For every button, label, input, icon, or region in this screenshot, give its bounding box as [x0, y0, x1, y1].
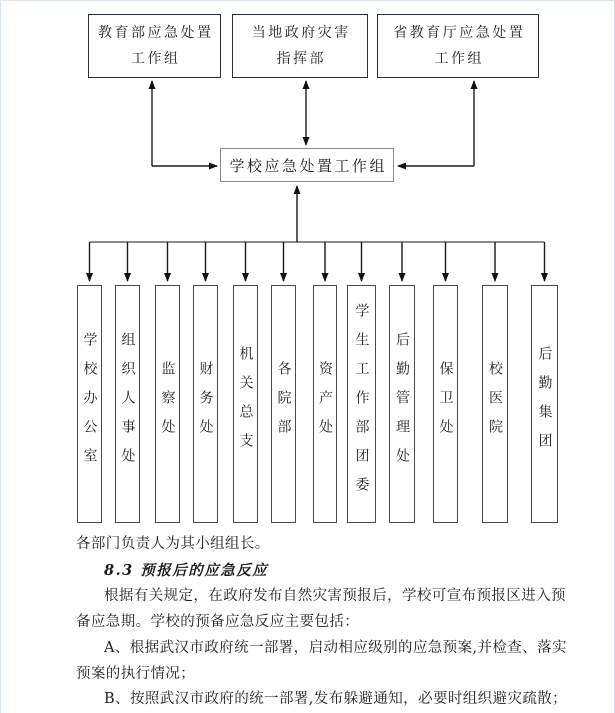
- dept-label: 机关总支: [237, 346, 254, 462]
- dept-box-colleges: [271, 285, 296, 523]
- dept-box-finance: [193, 285, 218, 523]
- org-chart: [1, 1, 615, 531]
- box-label-line: 教育部应急处置: [98, 25, 214, 42]
- dept-label: 资产处: [317, 360, 333, 448]
- dept-label: 各院部: [275, 360, 292, 448]
- paragraph-line: 预案的执行情况；: [76, 665, 196, 682]
- paragraph-line: 备应急期。学校的预备应急反应主要包括：: [76, 613, 360, 630]
- box-label-line: 指挥部: [276, 50, 326, 67]
- box-label-line: 当地政府灾害: [251, 25, 351, 42]
- dept-box-supervision: [155, 285, 180, 523]
- dept-box-organ-branch: [233, 285, 258, 523]
- dept-label: 保卫处: [437, 360, 454, 448]
- dept-label: 学生工作部团委: [353, 302, 370, 506]
- box-school-emergency-group: 学校应急处置工作组: [220, 148, 394, 182]
- dept-box-hospital: [482, 285, 508, 523]
- box-label-line: 省教育厅应急处置: [393, 25, 526, 42]
- dept-box-assets: [313, 285, 337, 523]
- body-text: [76, 532, 568, 713]
- box-label-line: 工作组: [131, 50, 181, 67]
- box-ministry-education-group: [88, 14, 221, 78]
- dept-label: 后勤集团: [536, 346, 553, 462]
- dept-box-student-affairs-league: [347, 285, 376, 523]
- box-provincial-education-group: [377, 14, 539, 78]
- dept-box-hr-office: [115, 285, 140, 523]
- paragraph-line: 各部门负责人为其小组组长。: [76, 536, 270, 552]
- dept-label: 监察处: [159, 360, 176, 448]
- dept-label: 学校办公室: [81, 331, 98, 477]
- dept-label: 组织人事处: [119, 331, 136, 477]
- dept-box-school-office: [77, 285, 102, 523]
- paragraph-line: 根据有关规定，在政府发布自然灾害预报后，学校可宣布预报区进入预: [104, 587, 566, 604]
- section-heading: 8.3 预报后的应急反应: [104, 561, 269, 579]
- dept-label: 财务处: [197, 360, 214, 448]
- dept-label: 校医院: [487, 360, 503, 448]
- box-local-government-command: [232, 14, 368, 78]
- paragraph-line: A、根据武汉市政府统一部署，启动相应级别的应急预案,并检查、落实: [104, 639, 567, 656]
- box-label-line: 工作组: [434, 50, 484, 67]
- dept-box-logistics-management: [389, 285, 415, 523]
- paragraph-line: B、按照武汉市政府的统一部署,发布躲避通知，必要时组织避灾疏散；: [104, 691, 568, 708]
- dept-box-security: [433, 285, 458, 523]
- dept-box-logistics-group: [531, 285, 558, 523]
- dept-label: 后勤管理处: [394, 331, 410, 477]
